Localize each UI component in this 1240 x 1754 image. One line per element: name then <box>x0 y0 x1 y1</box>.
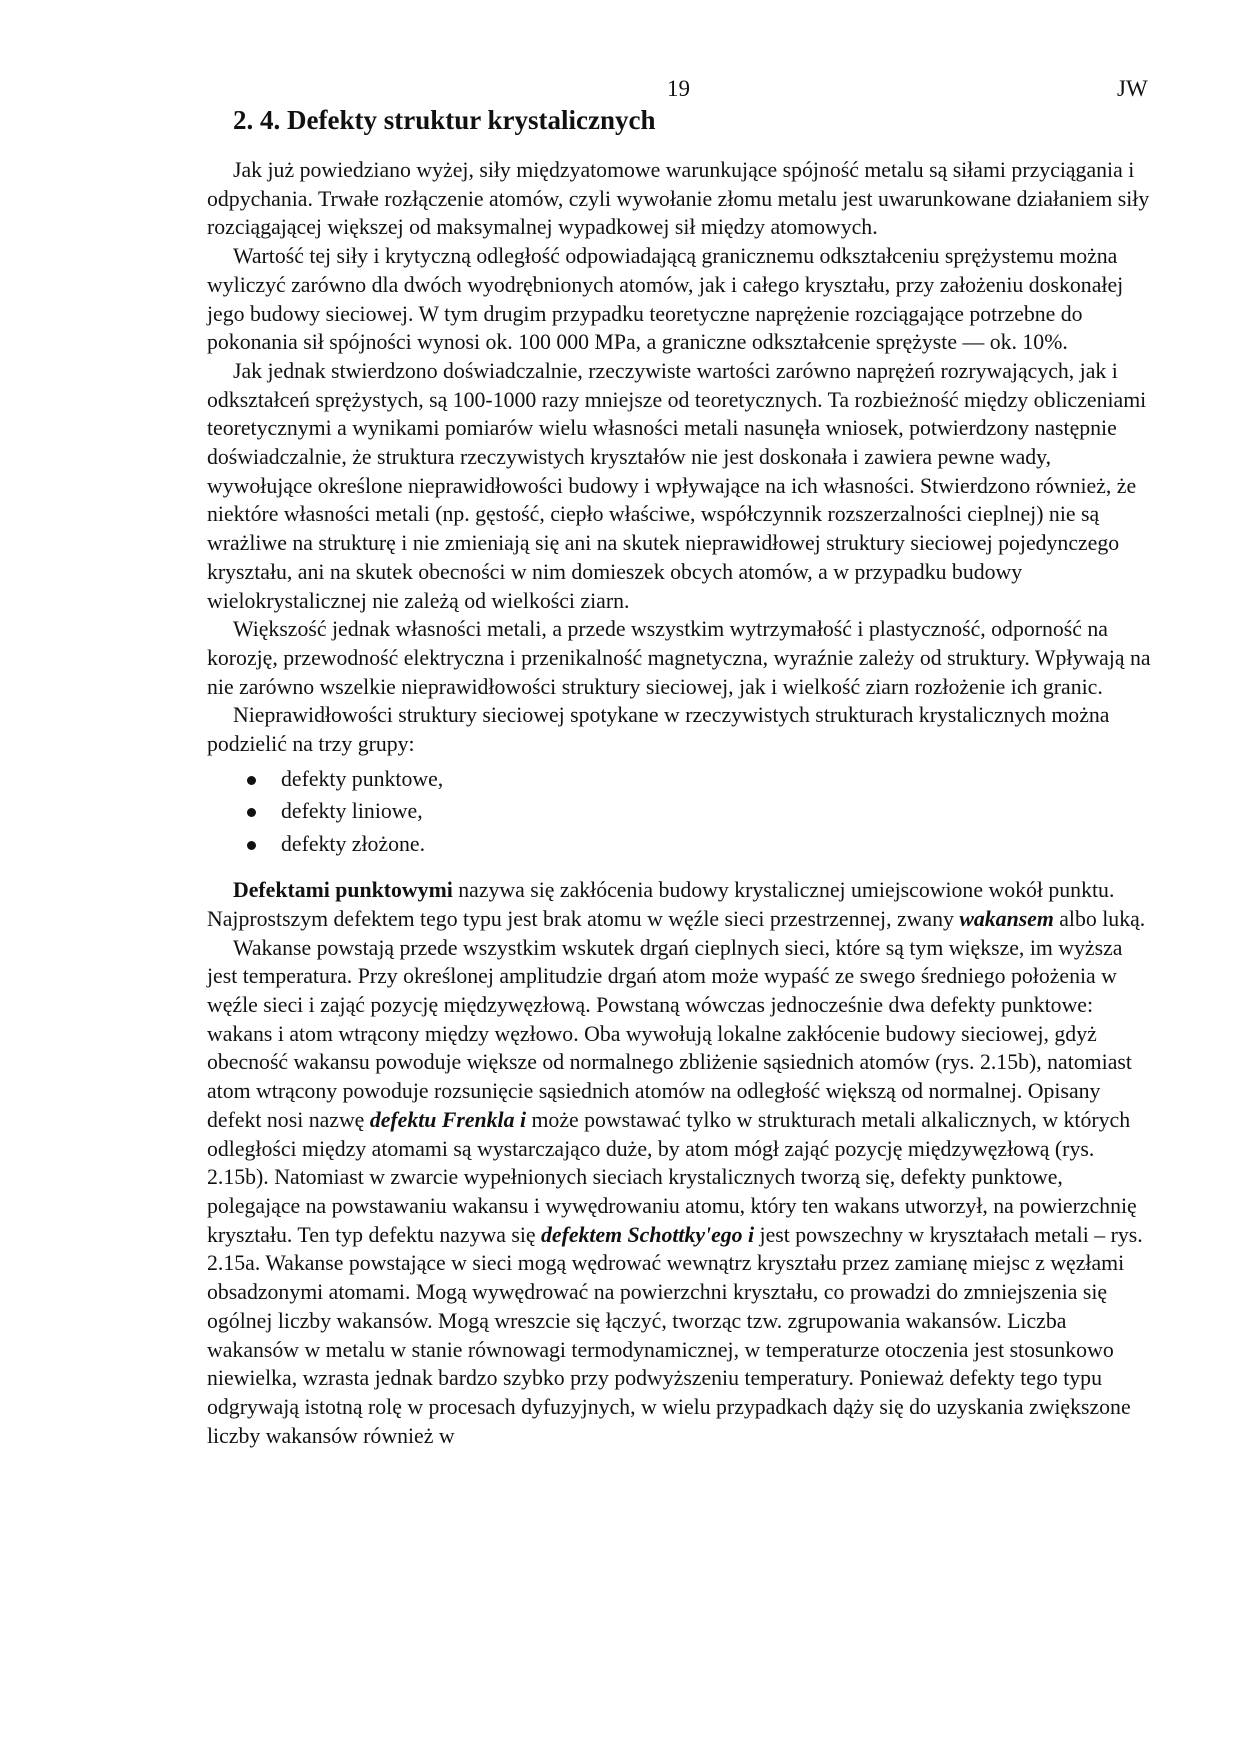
term-point-defects: Defektami punktowymi <box>233 878 453 903</box>
vacancies-text-a: Wakanse powstają przede wszystkim wskutek drgań cieplnych sieci, które są tym większe, im wyższa jest temperatura. Przy określonej amplitudzie drgań atom może wypaść ze swego średniego położenia w węźle sieci i zająć pozycję międzywęzłową. Powstaną wówczas jednocześnie dwa defekty punktowe: wakans i atom wtrącony między węzłowo. Oba wywołują lokalne zakłócenie budowy sieciowej, gdyż obecność wakansu powoduje większe od normalnego zbliżenie sąsiednich atomów (rys. 2.15b), natomiast atom wtrącony powoduje rozsunięcie sąsiednich atomów na odległość większą od normalnej. Opisany defekt nosi nazwę <box>207 935 1132 1132</box>
term-schottky-defect: defektem Schottky'ego i <box>541 1222 755 1247</box>
page-number: 19 <box>667 76 690 101</box>
term-frenkel-defect: defektu Frenkla i <box>369 1107 527 1132</box>
list-item-label: defekty punktowe, <box>281 766 444 791</box>
document-body <box>207 156 1152 1450</box>
list-item <box>207 763 1152 796</box>
defect-groups-list <box>207 763 1152 861</box>
author-initials: JW <box>1117 76 1148 101</box>
list-item <box>207 795 1152 828</box>
paragraph-theoretical-strength: Wartość tej siły i krytyczną odległość odpowiadającą granicznemu odkształceniu sprężystemu można wyliczyć zarówno dla dwóch wyodrębnionych atomów, jak i całego kryształu, przy założeniu doskonałej jego budowy sieciowej. W tym drugim przypadku teoretyczne naprężenie rozciągające potrzebne do pokonania sił spójności wynosi ok. 100 000 MPa, a graniczne odkształcenie sprężyste — ok. 10%. <box>207 244 1124 355</box>
paragraph-structure-sensitive-properties: Większość jednak własności metali, a przede wszystkim wytrzymałość i plastyczność, odporność na korozję, przewodność elektryczna i przenikalność magnetyczna, wyraźnie zależy od struktury. Wpływają na nie zarówno wszelkie nieprawidłowości struktury sieciowej, jak i wielkość ziarn rozłożenie ich granic. <box>207 617 1151 699</box>
list-item-label: defekty złożone. <box>281 831 426 856</box>
list-item-label: defekty liniowe, <box>281 799 423 824</box>
bullet-icon <box>247 808 256 817</box>
bullet-icon <box>247 776 256 785</box>
paragraph-interatomic-forces: Jak już powiedziano wyżej, siły międzyatomowe warunkujące spójność metalu są siłami przyciągania i odpychania. Trwałe rozłączenie atomów, czyli wywołanie złomu metalu jest uwarunkowane działaniem siły rozciągającej większej od maksymalnej wypadkowej sił między atomowych. <box>207 158 1150 240</box>
paragraph-real-crystals: Jak jednak stwierdzono doświadczalnie, rzeczywiste wartości zarówno naprężeń rozrywających, jak i odkształceń sprężystych, są 100-1000 razy mniejsze od teoretycznych. Ta rozbieżność między obliczeniami teoretycznymi a wynikami pomiarów wielu własności metali nasunęła wniosek, potwierdzony następnie doświadczalnie, że struktura rzeczywistych kryształów nie jest doskonała i zawiera pewne wady, wywołujące określone nieprawidłowości budowy i wpływające na ich własności. Stwierdzono również, że niektóre własności metali (np. gęstość, ciepło właściwe, współczynnik rozszerzalności cieplnej) nie są wrażliwe na strukturę i nie zmieniają się ani na skutek nieprawidłowej struktury sieciowej pojedynczego kryształu, ani na skutek obecności w nim domieszek obcych atomów, a w przypadku budowy wielokrystalicznej nie zależą od wielkości ziarn. <box>207 358 1147 613</box>
vacancies-text-b: może powstawać tylko w strukturach metali alkalicznych, w których odległości między atomami są wystarczająco duże, by atom mógł zająć pozycję międzywęzłową (rys. 2.15b). Natomiast w zwarcie wypełnionych sieciach krystalicznych tworzą się, defekty punktowe, polegające na powstawaniu wakansu i wywędrowaniu atomu, który ten wakans utworzył, na powierzchnię kryształu. Ten typ defektu nazywa się <box>207 1107 1137 1247</box>
section-title: 2. 4. Defekty struktur krystalicznych <box>233 105 656 135</box>
bullet-icon <box>247 841 256 850</box>
vacancies-text-c: jest powszechny w kryształach metali – rys. 2.15a. Wakanse powstające w sieci mogą wędrować wewnątrz kryształu przez zamianę miejsc z węzłami obsadzonymi atomami. Mogą wywędrować na powierzchni kryształu, co prowadzi do zmniejszenia się ogólnej liczby wakansów. Mogą wreszcie się łączyć, tworząc tzw. zgrupowania wakansów. Liczba wakansów w metalu w stanie równowagi termodynamicznej, w temperaturze otoczenia jest stosunkowo niewielka, wzrasta jednak bardzo szybko przy podwyższeniu temperatury. Ponieważ defekty tego typu odgrywają istotną rolę w procesach dyfuzyjnych, w wielu przypadkach dąży się do uzyskania zwiększone liczby wakansów również w <box>207 1222 1143 1448</box>
point-defects-text-b: albo luką. <box>1053 906 1146 931</box>
paragraph-vacancies <box>207 934 1152 1451</box>
paragraph-defect-groups-intro: Nieprawidłowości struktury sieciowej spotykane w rzeczywistych strukturach krystalicznych można podzielić na trzy grupy: <box>207 703 1110 757</box>
point-defects-text-a: nazywa się zakłócenia budowy krystalicznej umiejscowione wokół punktu. Najprostszym defektem tego typu jest brak atomu w węźle sieci przestrzennej, zwany <box>207 878 1115 931</box>
term-vacancy: wakansem <box>959 906 1054 931</box>
list-item <box>207 828 1152 861</box>
paragraph-point-defects <box>207 876 1152 933</box>
